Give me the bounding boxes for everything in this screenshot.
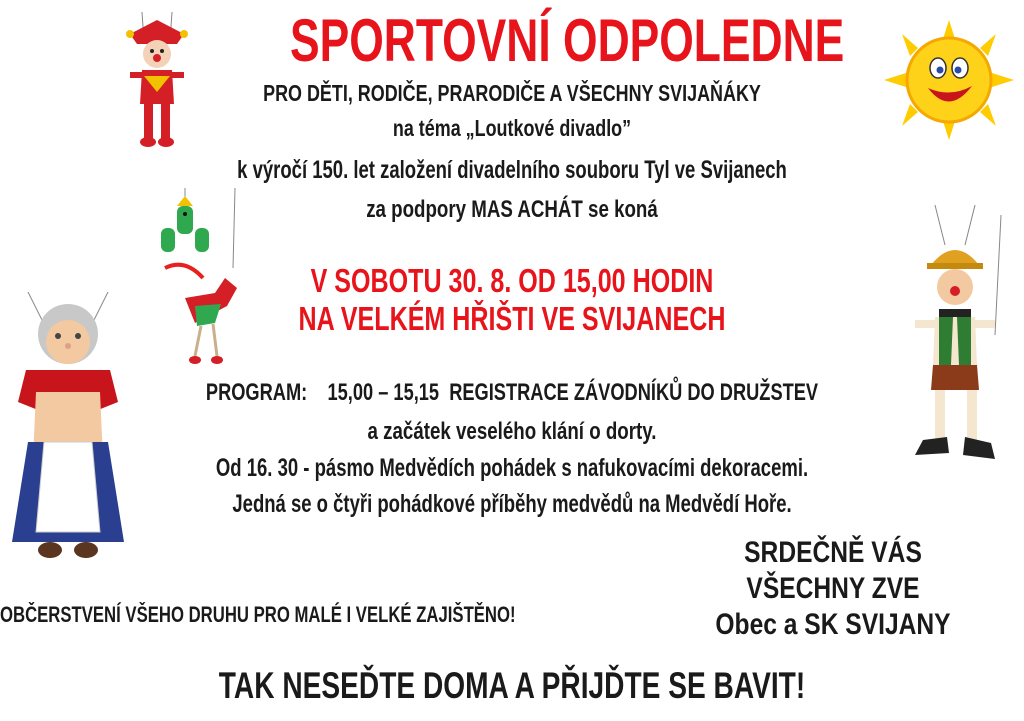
sun-icon	[884, 20, 1014, 140]
support-line: za podpory MAS ACHÁT se koná	[366, 196, 658, 223]
anniversary-line: k výročí 150. let založení divadelního souboru Tyl ve Svijanech	[237, 156, 787, 184]
invite-line-2: VŠECHNY ZVE	[746, 572, 920, 605]
program-line-1: PROGRAM: 15,00 – 15,15 REGISTRACE ZÁVODNÍKŮ DO DRUŽSTEV	[205, 379, 819, 406]
program-line-3: Od 16. 30 - pásmo Medvědích pohádek s nafukovacími dekoracemi.	[215, 454, 809, 482]
place-line: NA VELKÉM HŘIŠTI VE SVIJANECH	[298, 300, 726, 337]
program-line-4: Jedná se o čtyři pohádkové příběhy medvědů na Medvědí Hoře.	[232, 490, 792, 518]
date-line: V SOBOTU 30. 8. OD 15,00 HODIN	[310, 262, 714, 299]
closing-line: TAK NESEĎTE DOMA A PŘIJĎTE SE BAVIT!	[218, 665, 806, 706]
audience-line: PRO DĚTI, RODIČE, PRARODIČE A VŠECHNY SVIJAŇÁKY	[263, 80, 761, 106]
boy-puppet-icon	[905, 205, 1005, 485]
grandma-puppet-icon	[8, 292, 126, 564]
program-line-2: a začátek veselého klání o dorty.	[367, 418, 657, 445]
page-title: SPORTOVNÍ ODPOLEDNE	[290, 7, 845, 74]
jester-puppet-icon	[122, 12, 192, 152]
theme-line: na téma „Loutkové divadlo”	[392, 115, 632, 141]
invite-line-3: Obec a SK SVIJANY	[715, 608, 951, 641]
invite-line-1: SRDEČNĚ VÁS	[744, 536, 922, 569]
dragon-puppet-icon	[155, 188, 250, 368]
refreshments-line: OBČERSTVENÍ VŠEHO DRUHU PRO MALÉ I VELKÉ ZAJIŠTĚNO!	[0, 602, 516, 627]
